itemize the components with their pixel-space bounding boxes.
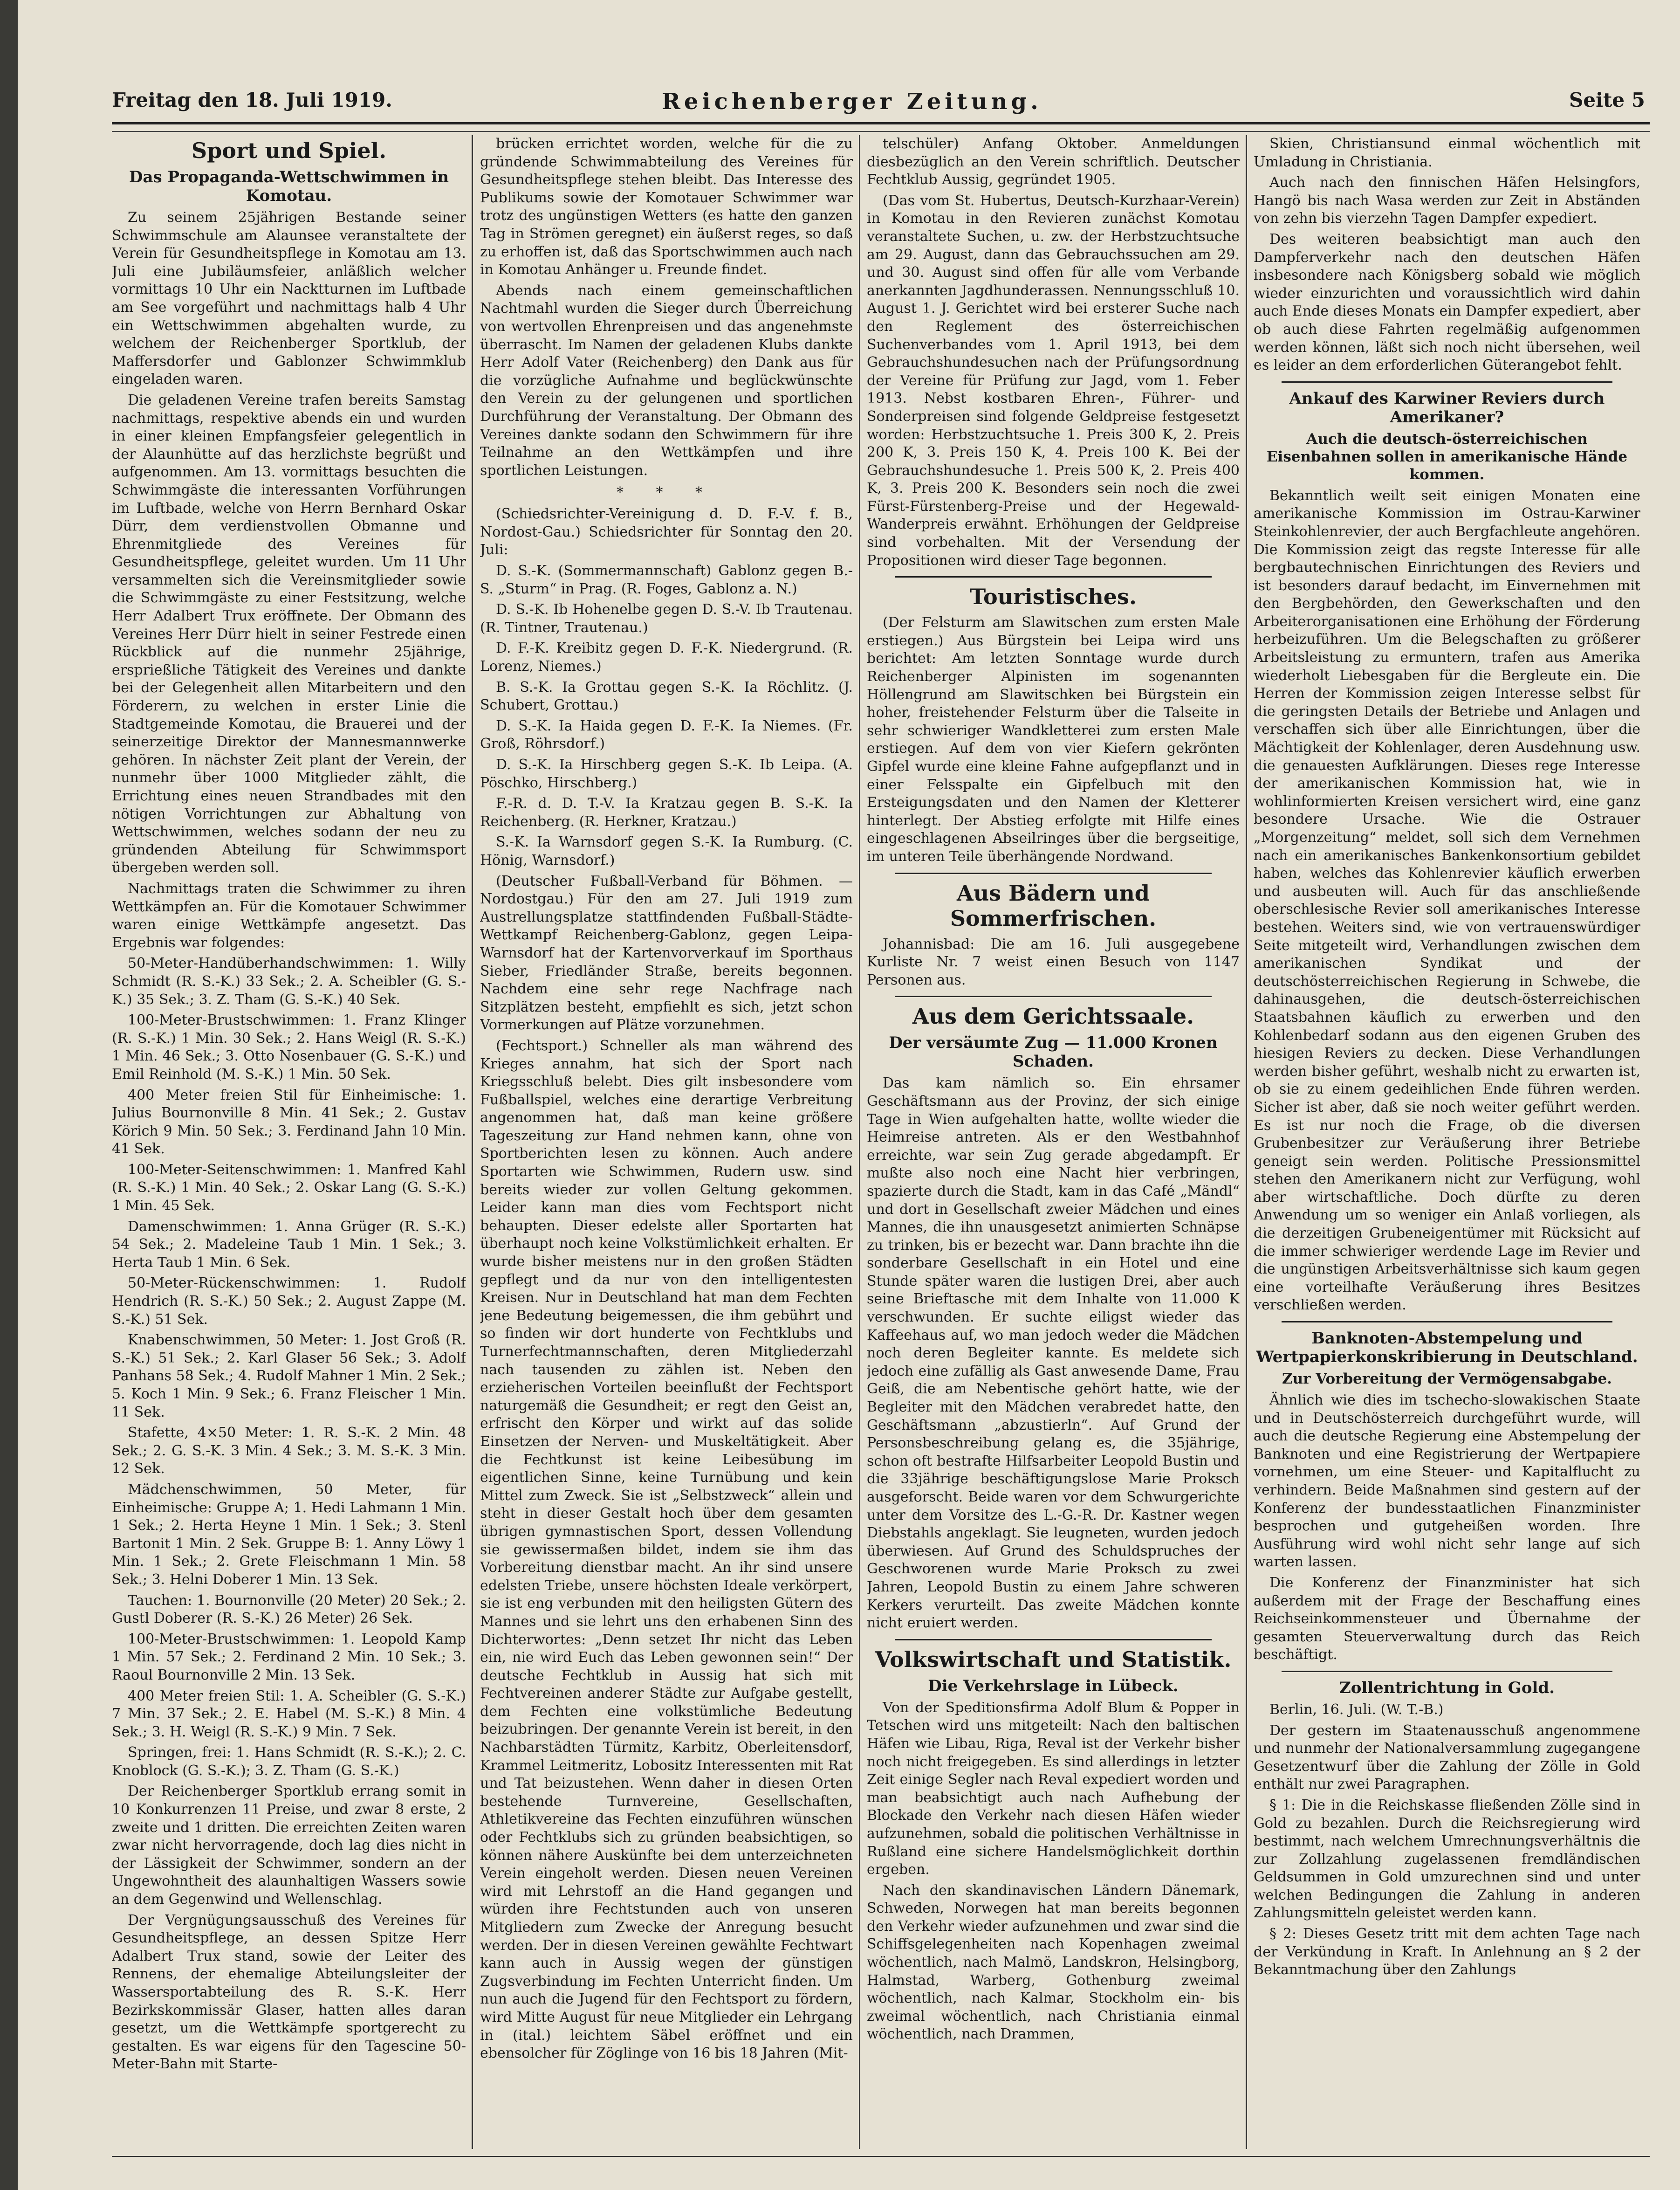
section-heading-volkswirtschaft: Volkswirtschaft und Statistik. [875,1646,1232,1672]
section-heading-sport: Sport und Spiel. [191,138,387,163]
paragraph: Skien, Christiansund einmal wöchentlich mit Umladung in Christiania. [1254,136,1640,170]
paragraph: D. S.-K. (Sommermannschaft) Gablonz gegen B.-S. „Sturm“ in Prag. (R. Foges, Gablonz a. N.) [480,563,853,597]
paragraph: 400 Meter freien Stil: 1. A. Scheibler (G. S.-K.) 7 Min. 37 Sek.; 2. E. Habel (M. S.-K.) 8 Min. 4 Sek.; 3. H. Weigl (R. S.-K.) 9 Min. 7 Sek. [112,1687,466,1740]
paragraph: 50-Meter-Handüberhandschwimmen: 1. Willy Schmidt (R. S.-K.) 33 Sek.; 2. A. Scheibler (G. S.-K.) 35 Sek.; 3. Z. Tham (G. S.-K.) 40 Sek. [112,955,466,1008]
bottom-rule [112,2156,1650,2157]
paragraph: Nach den skandinavischen Ländern Dänemark, Schweden, Norwegen hat man bereits begonnen den Verkehr wieder aufzunehmen und zwar sind die Schiffsgelegenheiten nach Kopenhagen zweimal wöchentlich, nach Malmö, Landskron, Helsingborg, Halmstad, Warberg, Gothenburg zweimal wöchentlich, nach Kalmar, Stockholm ein- bis zweimal wöchentlich, nach Christiania einmal wöchentlich, nach Drammen, [867,1882,1240,2043]
paragraph: (Deutscher Fußball-Verband für Böhmen. — Nordostgau.) Für den am 27. Juli 1919 zum Austrellungsplatze stattfindenden Fußball-Städte-Wettkampf Reichenberg-Gablonz, gegen Leipa-Warnsdorf hat der Kartenvorverkauf im Sporthaus Sieber, Friedländer Straße, bereits begonnen. Nachdem eine sehr rege Nachfrage nach Sitzplätzen besteht, empfiehlt es sich, jetzt schon Vormerkungen auf Plätze vorzunehmen. [480,873,853,1033]
section-stars: * * * [616,484,717,501]
page-number: Seite 5 [1569,89,1645,111]
paragraph: Zu seinem 25jährigen Bestande seiner Schwimmschule am Alaunsee veranstaltete der Verein für Gesundheitspflege in Komotau am 13. Juli eine Jubiläumsfeier, anläßlich welcher vormittags 10 Uhr ein Nacktturnen im Luftbade am See vorgeführt und nachmittags halb 4 Uhr ein Wettschwimmen abgehalten wurde, zu welchem der Reichenberger Sportklub, der Maffersdorfer und Gablonzer Schwimmklub eingeladen waren. [112,209,466,388]
paragraph: brücken errichtet worden, welche für die zu gründende Schwimmabteilung des Vereines für Gesundheitspflege stehen bleibt. Das Interesse des Publikums sowie der Komotauer Schwimmer war trotz des ungünstigen Wetters (es hatte den ganzen Tag in Strömen geregnet) ein äußerst reges, so daß zu erhoffen ist, daß das Sportschwimmen auch nach in Komotau Anhänger u. Freunde findet. [480,136,853,278]
paragraph: Die Konferenz der Finanzminister hat sich außerdem mit der Frage der Beschaffung eines Reichseinkommensteuer und Übernahme der gesamten Steuerverwaltung durch das Reich beschäftigt. [1254,1574,1640,1663]
article-title-wettschwimmen: Das Propaganda-Wettschwimmen in Komotau. [129,168,449,205]
paragraph: Nachmittags traten die Schwimmer zu ihren Wettkämpfen an. Für die Komotauer Schwimmer waren einige Wettkämpfe angesetzt. Das Ergebnis war folgendes: [112,880,466,951]
paragraph: Damenschwimmen: 1. Anna Grüger (R. S.-K.) 54 Sek.; 2. Madeleine Taub 1 Min. 1 Sek.; 3. Herta Taub 1 Min. 6 Sek. [112,1218,466,1271]
paragraph: D. S.-K. Ia Haida gegen D. F.-K. Ia Niemes. (Fr. Groß, Röhrsdorf.) [480,717,853,752]
section-rule [895,996,1212,997]
paragraph: Knabenschwimmen, 50 Meter: 1. Jost Groß (R. S.-K.) 51 Sek.; 2. Karl Glaser 56 Sek.; 3. Adolf Panhans 58 Sek.; 4. Rudolf Mahner 1 Min. 2 Sek.; 5. Koch 1 Min. 9 Sek.; 6. Franz Fleischer 1 Min. 11 Sek. [112,1332,466,1420]
article-body [1254,487,1640,1315]
article-title-zoll: Zollentrichtung in Gold. [1339,1678,1555,1697]
article-body [1254,1701,1640,1979]
paragraph: Berlin, 16. Juli. (W. T.-B.) [1269,1701,1444,1718]
column-2 [480,135,853,2154]
column-1 [112,135,466,2154]
paragraph: telschüler) Anfang Oktober. Anmeldungen diesbezüglich an den Verein schriftlich. Deutscher Fechtklub Aussig, gegründet 1905. [867,136,1240,188]
article-subtitle-banknoten: Zur Vorbereitung der Vermögensabgabe. [1282,1370,1612,1388]
column-4 [1254,135,1640,2154]
paragraph: Der Reichenberger Sportklub errang somit in 10 Konkurrenzen 11 Preise, und zwar 8 erste, 2 zweite und 1 dritten. Die erreichten Zeiten waren zwar nicht hervorragende, doch lag dies nicht in der Lässigkeit der Schwimmer, sondern an der Ungewohntheit des alaunhaltigen Wassers sowie an dem Gegenwind und Wellenschlag. [112,1783,466,1908]
article-title-banknoten: Banknoten-Abstempelung und Wertpapierkonskribierung in Deutschland. [1256,1329,1638,1367]
paragraph: D. F.-K. Kreibitz gegen D. F.-K. Niedergrund. (R. Lorenz, Niemes.) [480,640,853,675]
page-binding-edge [0,0,18,2190]
section-rule [895,576,1212,578]
header-rule [112,122,1650,132]
article-subtitle-karwin: Auch die deutsch-österreichischen Eisenbahnen sollen in amerikanische Hände kommen. [1266,430,1628,483]
paragraph: (Das vom St. Hubertus, Deutsch-Kurzhaar-Verein) in Komotau in den Revieren zunächst Komotau veranstaltete Suchen, u. zw. der Herbstzuchtsuche am 29. August, dann das Gebrauchssuchen am 29. und 30. August sind offen für alle vom Verbande anerkannten Jagdhunderassen. Nennungsschluß 10. August 1. J. Gerichtet wird bei ersterer Suche nach den Reglement des österreichischen Suchenverbandes vom 1. April 1913, bei dem Gebrauchshundesuchen nach der Prüfungsordnung der Vereine für Prüfung zur Jagd, vom 1. Feber 1913. Nebst kostbaren Ehren-, Führer- und Sonderpreisen sind folgende Geldpreise festgesetzt worden: Herbstzuchtsuche 1. Preis 300 K, 2. Preis 200 K, 3. Preis 150 K, 4. Preis 100 K. Bei der Gebrauchshundesuche 1. Preis 500 K, 2. Preis 400 K, 3. Preis 200 K. Besonders sein noch die zwei Fürst-Fürstenberg-Preise und der Hegewald-Wanderpreis erwähnt. Erhöhungen der Geldpreise sind vorbehalten. Mit der Versendung der Propositionen wird dieser Tage begonnen. [867,192,1240,569]
article-body [112,209,466,2073]
paragraph: Abends nach einem gemeinschaftlichen Nachtmahl wurden die Sieger durch Überreichung von wertvollen Ehrenpreisen und das angenehmste überrascht. Im Namen der geladenen Klubs dankte Herr Adolf Vater (Reichenberg) den Dank aus für die vorzügliche Aufnahme und beglückwünschte den Verein zu der gelungenen und sportlichen Durchführung der Veranstaltung. Der Obmann des Vereines dankte sodann den Schwimmern für ihre Teilnahme an den Wettkämpfen und ihre sportlichen Leistungen. [480,282,853,479]
paragraph: 400 Meter freien Stil für Einheimische: 1. Julius Bournonville 8 Min. 41 Sek.; 2. Gustav Körich 9 Min. 50 Sek.; 3. Ferdinand Jahn 10 Min. 41 Sek. [112,1087,466,1157]
paragraph: Der Vergnügungsausschuß des Vereines für Gesundheitspflege, an dessen Spitze Herr Adalbert Trux stand, sowie der Leiter des Rennens, der ehemalige Abteilungsleiter der Wassersportabteilung des R. S.-K. Herr Bezirkskommissär Glaser, hatten alles daran gesetzt, um die Wettkämpfe sportgerecht zu gestalten. Es war eigens für den Tagescine 50-Meter-Bahn mit Starte- [112,1912,466,2073]
paragraph: Der gestern im Staatenausschuß angenommene und nunmehr der Nationalversammlung zugegangene Gesetzentwurf über die Zahlung der Zölle in Gold enthält nur zwei Paragraphen. [1254,1722,1640,1793]
column-3 [867,135,1240,2154]
paragraph: Johannisbad: Die am 16. Juli ausgegebene Kurliste Nr. 7 weist einen Besuch von 1147 Personen aus. [867,936,1240,988]
paragraph: § 2: Dieses Gesetz tritt mit dem achten Tage nach der Verkündung in Kraft. In Anlehnung an § 2 der Bekanntmachung über den Zahlungs [1254,1926,1640,1978]
section-rule [895,1639,1212,1640]
paragraph: Stafette, 4×50 Meter: 1. R. S.-K. 2 Min. 48 Sek.; 2. G. S.-K. 3 Min. 4 Sek.; 3. M. S.-K. 3 Min. 12 Sek. [112,1425,466,1477]
paragraph: (Schiedsrichter-Vereinigung d. D. F.-V. f. B., Nordost-Gau.) Schiedsrichter für Sonntag den 20. Juli: [480,506,853,558]
paragraph: Springen, frei: 1. Hans Schmidt (R. S.-K.); 2. C. Knoblock (G. S.-K.); 3. Z. Tham (G. S.-K.) [112,1744,466,1779]
paragraph: 100-Meter-Brustschwimmen: 1. Leopold Kamp 1 Min. 57 Sek.; 2. Ferdinand 2 Min. 10 Sek.; 3. Raoul Bournonville 2 Min. 13 Sek. [112,1631,466,1683]
article-body [867,1699,1240,2044]
article-title-luebeck: Die Verkehrslage in Lübeck. [928,1676,1179,1695]
section-rule [1282,381,1612,383]
section-heading-gericht: Aus dem Gerichtssaale. [912,1004,1194,1029]
article-body [480,505,853,2062]
paragraph: 50-Meter-Rückenschwimmen: 1. Rudolf Hendrich (R. S.-K.) 50 Sek.; 2. August Zappe (M. S.-K.) 51 Sek. [112,1275,466,1328]
section-rule [895,873,1212,874]
page-header [112,89,1645,121]
paragraph: Tauchen: 1. Bournonville (20 Meter) 20 Sek.; 2. Gustl Doberer (R. S.-K.) 26 Meter) 26 Sek. [112,1592,466,1627]
article-body [1254,135,1640,375]
column-divider [859,135,860,2149]
paragraph: 100-Meter-Brustschwimmen: 1. Franz Klinger (R. S.-K.) 1 Min. 30 Sek.; 2. Hans Weigl (R. S.-K.) 1 Min. 46 Sek.; 3. Otto Nosenbauer (G. S.-K.) und Emil Reinhold (M. S.-K.) 1 Min. 50 Sek. [112,1012,466,1082]
paragraph: F.-R. d. D. T.-V. Ia Kratzau gegen B. S.-K. Ia Reichenberg. (R. Herkner, Kratzau.) [480,795,853,830]
paragraph: Auch nach den finnischen Häfen Helsingfors, Hangö bis nach Wasa werden zur Zeit in Abständen von zehn bis vierzehn Tagen Dampfer expediert. [1254,174,1640,227]
article-body [867,936,1240,990]
paragraph: D. S.-K. Ib Hohenelbe gegen D. S.-V. Ib Trautenau. (R. Tintner, Trautenau.) [480,601,853,636]
section-rule [1282,1671,1612,1672]
paragraph: (Fechtsport.) Schneller als man während des Krieges annahm, hat sich der Sport nach Kriegsschluß belebt. Dies gilt insbesondere vom Fußballspiel, welches eine derartige Verbreitung angenommen hat, daß man keine größere Tageszeitung zur Hand nehmen kann, ohne von Sportberichten lesen zu können. Auch andere Sportarten wie Schwimmen, Rudern usw. sind bereits wieder zur vollen Geltung gekommen. Leider kann man dies vom Fechtsport nicht behaupten. Dieser edelste aller Sportarten hat überhaupt noch keine Volkstümlichkeit erhalten. Er wurde bisher meistens nur in den großen Städten gepflegt und da nur von den intelligentesten Kreisen. Nur in Deutschland hat man dem Fechten jene Bedeutung beigemessen, die ihm gebührt und so finden wir dort hunderte von Fechtklubs und Turnerfechtmannschaften, deren Mitgliederzahl nach tausenden zu zählen ist. Neben den erzieherischen Vorteilen beeinflußt der Fechtsport naturgemäß die Gesundheit; er regt den Geist an, erfrischt den Körper und wirkt auf das solide Einsetzen der Nerven- und Muskeltätigkeit. Aber die Fechtkunst ist keine Leibesübung im eigentlichen Sinne, keine Turnübung und kein Mittel zum Zweck. Sie ist „Selbstzweck“ allein und steht in dieser Gestalt hoch über dem gesamten übrigen gymnastischen Sport, dessen Vollendung sie gewissermaßen bildet, indem sie ihm das Vorbereitung dienstbar macht. An ihr sind unsere edelsten Triebe, unsere höchsten Ideale verkörpert, sie ist eng verbunden mit den heiligsten Gütern des Mannes und sie lehrt uns den erhabenen Sinn des Dichterwortes: „Denn setzet Ihr nicht das Leben ein, nie wird Euch das Leben gewonnen sein!“ Der deutsche Fechtklub in Aussig hat sich mit Fechtvereinen anderer Städte zur Aufgabe gestellt, dem Fechten eine volkstümliche Bedeutung beizubringen. Der genannte Verein ist bereit, in den Nachbarstädten Türmitz, Karbitz, Oberleitensdorf, Krammel Leitmeritz, Lobositz Interessenten mit Rat und Tat beizustehen. Wenn daher in diesen Orten bestehende Turnvereine, Gesellschaften, Athletikvereine das Fechten einzuführen wünschen oder Fechtklubs sich zu gründen beabsichtigen, so können nähere Auskünfte bei dem unterzeichneten Verein eingeholt werden. Diesen neuen Vereinen wird mit Lehrstoff an die Hand gegangen und würden ihre Fechtstunden auch von unseren Mitgliedern zum Zwecke der Anregung besucht werden. Der in diesen Vereinen gewählte Fechtwart kann auch in Aussig wegen der günstigen Zugsverbindung im Fechten Unterricht finden. Um nun auch die Jugend für den Fechtsport zu fördern, wird Mitte August für neue Mitglieder ein Lehrgang in (ital.) leichtem Säbel eröffnet und ein ebensolcher für Zöglinge von 16 bis 18 Jahren (Mit- [480,1037,853,2062]
paragraph: (Der Felsturm am Slawitschen zum ersten Male erstiegen.) Aus Bürgstein bei Leipa wird uns berichtet: Am letzten Sonntage wurde durch Reichenberger Alpinisten im sogenannten Höllengrund am Slawitschken bei Bürgstein ein hoher, freistehender Felsturm über die Talseite in sehr schwieriger Wandkletterei zum ersten Male erstiegen. Auf dem von vier Kiefern gekrönten Gipfel wurde eine kleine Fahne aufgepflanzt und in einer Felsspalte ein Gipfelbuch mit den Ersteigungsdaten und den Namen der Kletterer hinterlegt. Der Abstieg erfolgte mit Hilfe eines eingeschlagenen Abseilringes über die bergseitige, im unteren Teile überhängende Nordwand. [867,614,1240,865]
paragraph: D. S.-K. Ia Hirschberg gegen S.-K. Ib Leipa. (A. Pöschko, Hirschberg.) [480,757,853,791]
article-body [867,1074,1240,1632]
column-divider [472,135,473,2149]
section-heading-baeder: Aus Bädern und Sommerfrischen. [950,880,1157,931]
article-body [1254,1391,1640,1664]
article-body [867,135,1240,570]
article-title-karwin: Ankauf des Karwiner Reviers durch Amerikaner? [1289,389,1605,427]
paragraph: Von der Speditionsfirma Adolf Blum & Popper in Tetschen wird uns mitgeteilt: Nach den baltischen Häfen wie Libau, Riga, Reval ist der Verkehr bisher noch nicht freigegeben. Es sind allerdings in letzter Zeit einige Segler nach Reval expediert worden und man beabsichtigt auch nach Aufhebung der Blockade den Verkehr nach diesen Häfen wieder aufzunehmen, sobald die politischen Verhältnisse in Rußland eine sichere Handelsmöglichkeit dorthin ergeben. [867,1699,1240,1878]
section-heading-touristisches: Touristisches. [970,584,1137,610]
article-body [480,135,853,480]
section-rule [1282,1321,1612,1322]
paragraph: § 1: Die in die Reichskasse fließenden Zölle sind in Gold zu bezahlen. Durch die Reichsregierung wird bestimmt, nach welchem Umrechnungsverhältnis die zur Zollzahlung zugelassenen fremdländischen Geldsummen in Gold umzurechnen sind und unter welchen Bedingungen die Zahlung in anderen Zahlungsmitteln geleistet werden kann. [1254,1797,1640,1921]
paragraph: Des weiteren beabsichtigt man auch den Dampferverkehr nach den deutschen Häfen insbesondere nach Königsberg sobald wie möglich wieder einzurichten und voraussichtlich wird dahin auch Ende dieses Monats ein Dampfer expediert, aber ob auch diese Fahrten regelmäßig aufgenommen werden können, läßt sich noch nicht übersehen, weil es leider an dem erforderlichen Güterangebot fehlt. [1254,231,1640,374]
newspaper-masthead: Reichenberger Zeitung. [662,89,1042,115]
paragraph: Mädchenschwimmen, 50 Meter, für Einheimische: Gruppe A; 1. Hedi Lahmann 1 Min. 1 Sek.; 2. Herta Heyne 1 Min. 1 Sek.; 3. Stenl Bartonit 1 Min. 2 Sek. Gruppe B: 1. Anny Löwy 1 Min. 1 Sek.; 2. Grete Fleischmann 1 Min. 58 Sek.; 3. Helni Doberer 1 Min. 13 Sek. [112,1481,466,1588]
paragraph: Das kam nämlich so. Ein ehrsamer Geschäftsmann aus der Provinz, der sich einige Tage in Wien aufgehalten hatte, wollte wieder die Heimreise antreten. Als er den Westbahnhof erreichte, war sein Zug gerade abgedampft. Er mußte also noch eine Nacht hier verbringen, spazierte durch die Stadt, kam in das Café „Mändl“ und dort in Gesellschaft zweier Mädchen und eines Mannes, die ihn unausgesetzt animierten Schnäpse zu trinken, bis er bezecht war. Dann brachte ihn die sonderbare Gesellschaft in ein Hotel und eine Stunde später waren die lustigen Drei, aber auch seine Brieftasche mit dem Inhalte von 11.000 K verschwunden. Er suchte eiligst wieder das Kaffeehaus auf, wo man jedoch weder die Mädchen noch deren Begleiter kannte. Es meldete sich jedoch eine zufällig als Gast anwesende Dame, Frau Geiß, die am Nebentische gehört hatte, wie der Begleiter mit den Mädchen verabredet hatte, den Geschäftsmann „abzustierln“. Auf Grund der Personsbeschreibung gelang es, die 35jährige, schon oft bestrafte Hilfsarbeiter Leopold Bustin und die 33jährige beschäftigungslose Marie Proksch ausgeforscht. Beide waren vor dem Schwurgerichte unter dem Vorsitze des L.-G.-R. Dr. Kastner wegen Diebstahls angeklagt. Sie leugneten, wurden jedoch überwiesen. Auf Grund des Schuldspruches der Geschworenen wurde Marie Proksch zu zwei Jahren, Leopold Bustin zu einem Jahre schweren Kerkers verurteilt. Das zweite Mädchen konnte nicht eruiert werden. [867,1075,1240,1632]
article-title-zug: Der versäumte Zug — 11.000 Kronen Schaden. [889,1033,1218,1071]
paragraph: 100-Meter-Seitenschwimmen: 1. Manfred Kahl (R. S.-K.) 1 Min. 40 Sek.; 2. Oskar Lang (G. S.-K.) 1 Min. 45 Sek. [112,1161,466,1214]
paragraph: Ähnlich wie dies im tschecho-slowakischen Staate und in Deutschösterreich durchgeführt wurde, will auch die deutsche Regierung eine Abstempelung der Banknoten und eine Registrierung der Wertpapiere vornehmen, um eine Steuer- und Kapitalflucht zu verhindern. Beide Maßnahmen sind gestern auf der Konferenz der bundesstaatlichen Finanzminister besprochen und gutgeheißen worden. Ihre Ausführung wird wohl nicht sehr lange auf sich warten lassen. [1254,1392,1640,1570]
issue-date: Freitag den 18. Juli 1919. [112,89,392,111]
article-body [867,614,1240,866]
paragraph: B. S.-K. Ia Grottau gegen S.-K. Ia Röchlitz. (J. Schubert, Grottau.) [480,679,853,714]
paragraph: S.-K. Ia Warnsdorf gegen S.-K. Ia Rumburg. (C. Hönig, Warnsdorf.) [480,834,853,868]
column-divider [1246,135,1247,2149]
paragraph: Die geladenen Vereine trafen bereits Samstag nachmittags, respektive abends ein und wurden in einer kleinen Empfangsfeier gelegentlich in der Alaunhütte auf das herzlichste begrüßt und aufgenommen. Am 13. vormittags besuchten die Schwimmgäste die interessanten Vorführungen im Luftbade, welche von Herrn Bernhard Oskar Dürr, dem verdienstvollen Obmanne und Ehrenmitgliede des Vereines für Gesundheitspflege, geleitet wurden. Um 11 Uhr versammelten sich die Vereinsmitglieder sowie die Schwimmgäste zu einer Festsitzung, welche Herr Adalbert Trux eröffnete. Der Obmann des Vereines Herr Dürr hielt in seiner Festrede einen Rückblick auf die nunmehr 25jährige, ersprießliche Tätigkeit des Vereines und dankte bei der Gelegenheit allen Mitarbeitern und den Förderern, zu welchen in erster Linie die Stadtgemeinde Komotau, die Brauerei und der seinerzeitige Direktor der Mannesmannwerke gehören. In nächster Zeit plant der Verein, der nunmehr über 1000 Mitglieder zählt, die Errichtung eines neuen Strandbades mit den nötigen Vorrichtungen zur Abhaltung von Wettschwimmen, welches sodann der neu zu gründenden Abteilung für Schwimmsport übergeben werden soll. [112,392,466,876]
paragraph: Bekanntlich weilt seit einigen Monaten eine amerikanische Kommission im Ostrau-Karwiner Steinkohlenrevier, der auch Bergfachleute angehören. Die Kommission zeigt das regste Interesse für alle bergbautechnischen Einrichtungen des Reviers und ist besonders darauf bedacht, im Einvernehmen mit den Bergbehörden, den Gewerkschaften und den Arbeiterorganisationen eine Erhöhung der Förderung herbeizuführen. Um die Belegschaften zu größerer Arbeitsleistung zu ermuntern, trafen aus Amerika wiederholt Liebesgaben für die Bergleute ein. Die Herren der Kommission zeigen Interesse selbst für die geringsten Details der Betriebe und Anlagen und verschaffen sich über alle Einrichtungen, über die Mächtigkeit der Kohlenlager, deren Ausdehnung usw. die genauesten Aufklärungen. Dieses rege Interesse der amerikanischen Kommission hat, wie in wohlinformierten Kreisen versichert wird, eine ganz besondere Ursache. Wie die Ostrauer „Morgenzeitung“ meldet, soll sich dem Vernehmen nach ein amerikanisches Bankenkonsortium gebildet haben, welches das Kohlenrevier käuflich erwerben und ausbeuten will. Auch für das anschließende oberschlesische Revier soll amerikanisches Interesse bestehen. Weiters sind, wie von vertrauenswürdiger Seite mitgeteilt wird, Verhandlungen zwischen dem amerikanischen Syndikat und der deutschösterreichischen Regierung in Schwebe, die dahinausgehen, die deutsch-österreichischen Staatsbahnen käuflich zu erwerben und den Kohlenbedarf sodann aus den eigenen Gruben des hiesigen Reviers zu decken. Diese Verhandlungen werden bisher geführt, weshalb nicht zu erwarten ist, ob sie zu einem gedeihlichen Ende führen werden. Sicher ist aber, daß sie noch weiter geführt werden. Es ist nur noch die Frage, ob die diversen Grubenbesitzer zur Veräußerung ihrer Betriebe geneigt sein werden. Politische Pressionsmittel stehen den Amerikanern nicht zur Verfügung, wohl aber wirtschaftliche. Doch dürfte zu deren Anwendung um so weniger ein Anlaß vorliegen, als die derzeitigen Grubeneigentümer mit Rücksicht auf die immer schwieriger werdende Lage im Revier und die ungünstigen Arbeitsverhältnisse sich kaum gegen eine vorteilhafte Veräußerung ihres Besitzes verschließen werden. [1254,487,1640,1314]
